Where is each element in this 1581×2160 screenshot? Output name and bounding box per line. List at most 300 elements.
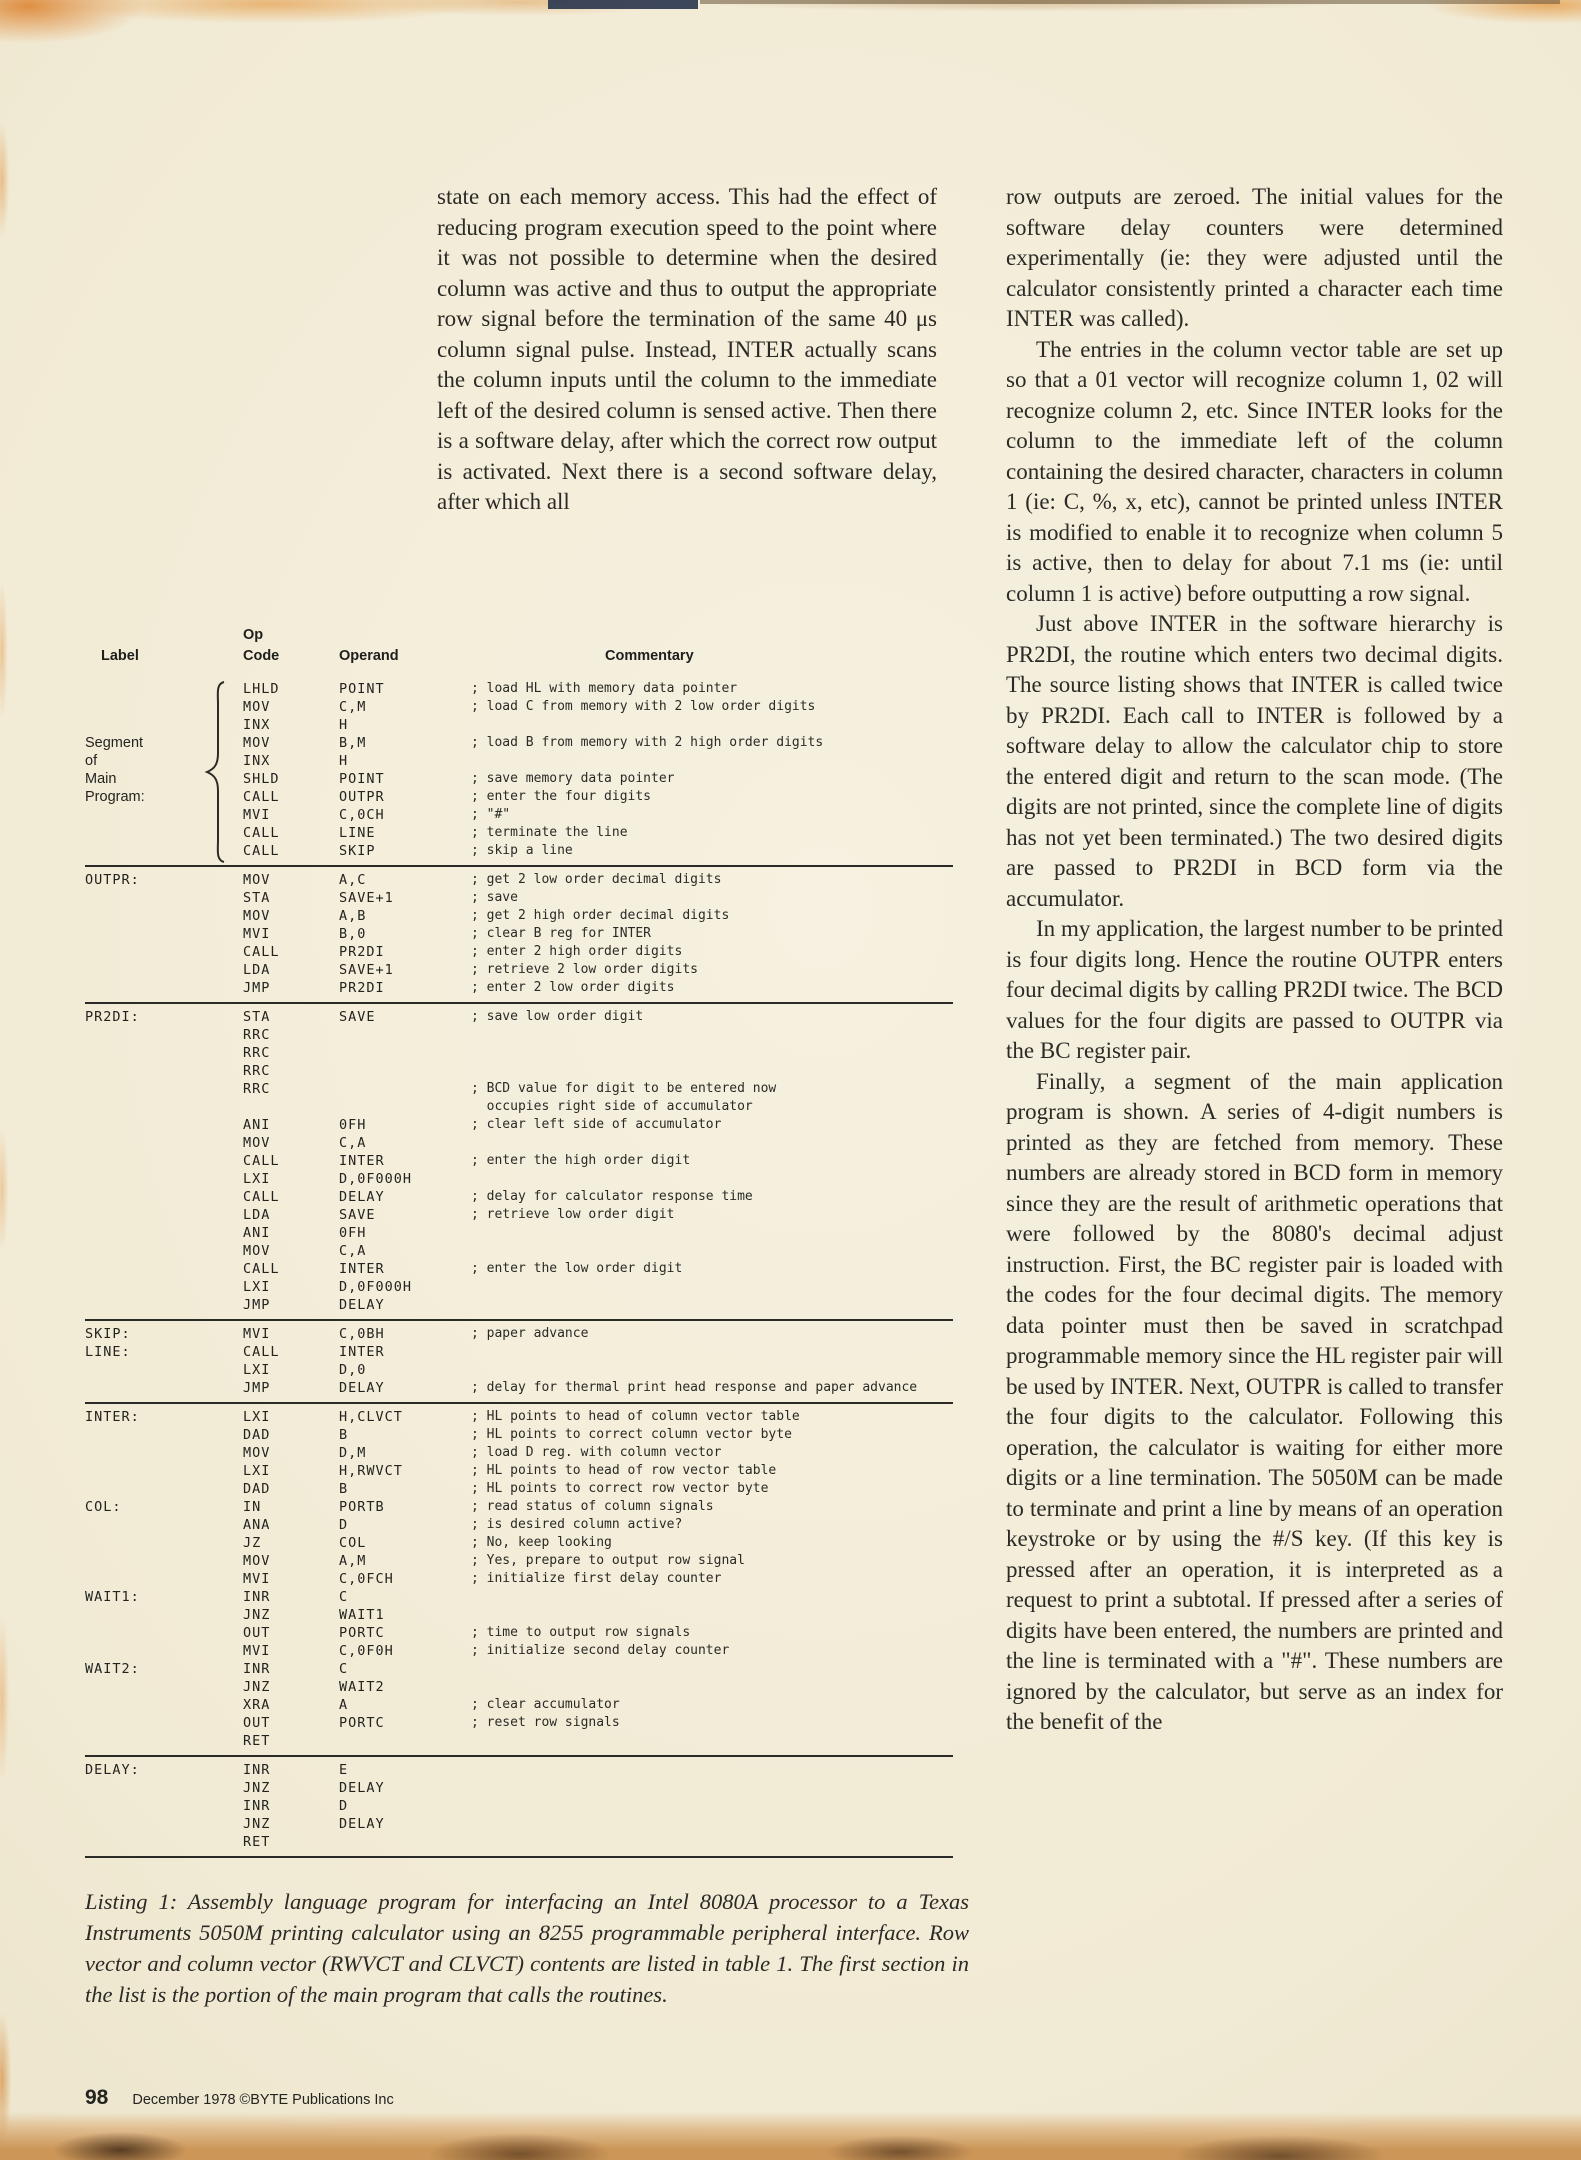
body-paragraph: Just above INTER in the software hierarchy is PR2DI, the routine which enters two decimal digits. The source listing shows that INTER is called twice by PR2DI. Each call to INTER is followed by a software delay to allow the calculator chip to store the entered digit and return to the scan mode. (The digits are not printed, since the complete line of digits has not yet been terminated.) The two desired digits are passed to PR2DI in BCD form via the accumulator. xyxy=(1006,611,1503,911)
listing-cell-comment xyxy=(471,1779,953,1797)
listing-cell-operand: PORTB xyxy=(339,1499,385,1515)
listing-cell-comment: ; initialize second delay counter xyxy=(471,1643,730,1658)
listing-cell-comment xyxy=(471,1833,953,1851)
listing-cell-op: RET xyxy=(243,1733,271,1749)
body-paragraph: row outputs are zeroed. The initial values for the software delay counters were determined experimentally (ie: they were adjusted until the calculator consistently printed a character each time INTER was called). xyxy=(1006,184,1503,331)
listing-cell-operand: POINT xyxy=(339,681,385,697)
listing-cell-comment xyxy=(471,1732,953,1750)
listing-cell-op: JMP xyxy=(243,1297,271,1313)
listing-row xyxy=(85,1008,953,1026)
listing-cell-comment xyxy=(471,1062,953,1080)
listing-cell-comment xyxy=(471,1026,953,1044)
listing-row xyxy=(85,1343,953,1361)
listing-row xyxy=(85,1116,953,1134)
listing-cell-comment xyxy=(471,716,953,734)
listing-row xyxy=(85,1152,953,1170)
listing-cell-label xyxy=(85,1797,243,1815)
listing-cell-label xyxy=(85,1833,243,1851)
listing-cell-operand: PORTC xyxy=(339,1625,385,1641)
segment-side-label xyxy=(85,734,145,806)
listing-row xyxy=(85,1624,953,1642)
listing-cell-op: INX xyxy=(243,717,271,733)
listing-cell-label xyxy=(85,961,243,979)
listing-cell-op: LXI xyxy=(243,1463,271,1479)
listing-cell-comment: ; delay for thermal print head response and paper advance xyxy=(471,1380,918,1395)
listing-cell-label: PR2DI: xyxy=(85,1009,140,1025)
listing-cell-op: JNZ xyxy=(243,1607,271,1623)
listing-cell-operand: C xyxy=(339,1589,349,1605)
listing-cell-operand: C,0FCH xyxy=(339,1571,394,1587)
listing-cell-op: STA xyxy=(243,890,271,906)
listing-cell-label xyxy=(85,889,243,907)
listing-cell-label xyxy=(85,1170,243,1188)
listing-cell-comment xyxy=(471,1361,953,1379)
listing-cell-comment: ; HL points to head of row vector table xyxy=(471,1463,777,1478)
listing-row xyxy=(85,1170,953,1188)
listing-cell-label xyxy=(85,943,243,961)
body-paragraph: The entries in the column vector table are set up so that a 01 vector will recognize column 1, 02 will recognize column 2, etc. Since INTER looks for the column to the immediate left of the column containing the desired character, characters in column 1 (ie: C, %, x, etc), cannot be printed unless INTER is modified to enable it to recognize when column 5 is active, then to delay for about 7.1 ms (ie: until column 1 is active) before outputting a row signal. xyxy=(1006,336,1503,606)
listing-cell-op: INR xyxy=(243,1661,271,1677)
listing-cell-comment: ; initialize first delay counter xyxy=(471,1571,722,1586)
listing-cell-op: OUT xyxy=(243,1625,271,1641)
listing-cell-label xyxy=(85,1026,243,1044)
body-paragraph: state on each memory access. This had the effect of reducing program execution speed to the point where it was not possible to determine when the desired column was active and thus to output the appropriate row signal before the termination of the same 40 μs column signal pulse. Instead, INTER actually scans the column inputs until the column to the immediate left of the desired column is sensed active. Then there is a software delay, after which the correct row output is activated. Next there is a second software delay, after which all xyxy=(437,184,937,514)
listing-cell-label xyxy=(85,1815,243,1833)
page-edge-bottom-stain xyxy=(0,2112,1581,2160)
listing-cell-operand xyxy=(339,1732,471,1750)
listing-cell-label xyxy=(85,1444,243,1462)
listing-cell-operand: H xyxy=(339,717,349,733)
listing-cell-label xyxy=(85,1480,243,1498)
listing-cell-operand: PR2DI xyxy=(339,980,385,996)
listing-cell-op: CALL xyxy=(243,1261,280,1277)
listing-row xyxy=(85,1552,953,1570)
listing-row xyxy=(85,1779,953,1797)
listing-cell-comment xyxy=(471,1343,953,1361)
listing-cell-label xyxy=(85,1296,243,1314)
listing-cell-label xyxy=(85,1080,243,1098)
listing-cell-comment: ; BCD value for digit to be entered now xyxy=(471,1081,777,1096)
listing-header-code: Code xyxy=(243,648,280,664)
listing-cell-comment xyxy=(471,1797,953,1815)
listing-row xyxy=(85,1462,953,1480)
listing-cell-operand: LINE xyxy=(339,825,376,841)
listing-caption: Listing 1: Assembly language program for interfacing an Intel 8080A processor to a Texas Instruments 5050M printing calculator using an 8255 programmable peripheral interface. Row vector and column vector (RWVCT and CLVCT) contents are listed in table 1. The first section in the list is the portion of the main program that calls the routines. xyxy=(85,1889,969,2007)
listing-cell-operand: C,0F0H xyxy=(339,1643,394,1659)
listing-row xyxy=(85,1426,953,1444)
listing-cell-op: MOV xyxy=(243,908,271,924)
listing-cell-comment: ; load HL with memory data pointer xyxy=(471,681,738,696)
segment-side-label-line: Main xyxy=(85,771,117,787)
listing-cell-comment: ; HL points to correct row vector byte xyxy=(471,1481,769,1496)
listing-cell-label xyxy=(85,1534,243,1552)
listing-cell-label: INTER: xyxy=(85,1409,140,1425)
body-paragraph: Finally, a segment of the main application program is shown. A series of 4-digit numbers is printed as they are fetched from memory. These numbers are already stored in BCD form in memory since they are the result of arithmetic operations that were followed by the 8080's decimal adjust instruction. First, the BC register pair is loaded with the codes for the four decimal digits. The memory data pointer must then be saved in scratchpad programmable memory since the HL register pair will be used by INTER. Next, OUTPR is called to transfer the four digits to the calculator. Following this operation, the calculator is waiting for either more digits or a line termination. The 5050M can be made to terminate and print a line by means of an operation keystroke or by using the #/S key. (If this key is pressed after an operation, it is interpreted as a request to print a subtotal. If pressed after a series of digits have been entered, the numbers are printed and the line is terminated with a "#". These numbers are ignored by the calculator, but serve as an index for the benefit of the xyxy=(1006,1068,1503,1734)
listing-cell-label xyxy=(85,1714,243,1732)
listing-cell-operand: WAIT1 xyxy=(339,1607,385,1623)
listing-row xyxy=(85,1080,953,1098)
listing-cell-comment xyxy=(471,1761,953,1779)
listing-row xyxy=(85,1062,953,1080)
listing-cell-operand: PORTC xyxy=(339,1715,385,1731)
listing-cell-operand: A,M xyxy=(339,1553,367,1569)
listing-cell-operand: C,A xyxy=(339,1243,367,1259)
listing-cell-label xyxy=(85,1642,243,1660)
listing-cell-comment: ; is desired column active? xyxy=(471,1517,683,1532)
listing-cell-comment: ; enter the high order digit xyxy=(471,1153,691,1168)
listing-row xyxy=(85,1642,953,1660)
listing-cell-label xyxy=(85,1516,243,1534)
listing-cell-operand: WAIT2 xyxy=(339,1679,385,1695)
listing-cell-comment: ; enter 2 high order digits xyxy=(471,944,683,959)
listing-cell-operand: C xyxy=(339,1661,349,1677)
listing-cell-comment: ; save xyxy=(471,890,518,905)
listing-cell-op: IN xyxy=(243,1499,262,1515)
listing-cell-op: JNZ xyxy=(243,1780,271,1796)
listing-cell-comment xyxy=(471,1678,953,1696)
listing-cell-operand: OUTPR xyxy=(339,789,385,805)
listing-cell-operand: D xyxy=(339,1798,349,1814)
listing-cell-comment: ; terminate the line xyxy=(471,825,628,840)
listing-cell-op: INR xyxy=(243,1762,271,1778)
listing-row xyxy=(85,1516,953,1534)
listing-cell-op: OUT xyxy=(243,1715,271,1731)
listing-row xyxy=(85,1278,953,1296)
listing-cell-label xyxy=(85,1696,243,1714)
listing-cell-label xyxy=(85,925,243,943)
listing-row xyxy=(85,961,953,979)
listing-cell-comment: ; enter the low order digit xyxy=(471,1261,683,1276)
listing-cell-label: COL: xyxy=(85,1499,122,1515)
listing-row xyxy=(85,1224,953,1242)
listing-row xyxy=(85,1660,953,1678)
listing-cell-label xyxy=(85,1678,243,1696)
listing-cell-label: LINE: xyxy=(85,1344,131,1360)
listing-cell-op: CALL xyxy=(243,1189,280,1205)
listing-cell-label xyxy=(85,1224,243,1242)
listing-cell-comment: ; retrieve 2 low order digits xyxy=(471,962,698,977)
listing-cell-label xyxy=(85,1278,243,1296)
listing-cell-op: LDA xyxy=(243,1207,271,1223)
listing-cell-comment: ; clear left side of accumulator xyxy=(471,1117,722,1132)
listing-cell-operand: SAVE+1 xyxy=(339,890,394,906)
listing-cell-op: JNZ xyxy=(243,1679,271,1695)
listing-cell-op: ANA xyxy=(243,1517,271,1533)
listing-row xyxy=(85,1534,953,1552)
listing-cell-comment: ; clear accumulator xyxy=(471,1697,620,1712)
listing-row xyxy=(85,907,953,925)
listing-cell-label xyxy=(85,1044,243,1062)
listing-cell-op: LXI xyxy=(243,1362,271,1378)
right-text-column xyxy=(1006,182,1503,1738)
listing-cell-operand: 0FH xyxy=(339,1225,367,1241)
listing-row xyxy=(85,925,953,943)
listing-cell-comment xyxy=(471,1588,953,1606)
listing-cell-label xyxy=(85,1552,243,1570)
listing-cell-op: DAD xyxy=(243,1427,271,1443)
listing-cell-label xyxy=(85,1062,243,1080)
footer-text: December 1978 ©BYTE Publications Inc xyxy=(132,2092,394,2108)
listing-cell-operand xyxy=(339,1044,471,1062)
listing-cell-comment: ; delay for calculator response time xyxy=(471,1189,753,1204)
listing-section xyxy=(85,1002,953,1319)
listing-row xyxy=(85,1044,953,1062)
listing-cell-op: JMP xyxy=(243,980,271,996)
listing-row xyxy=(85,1797,953,1815)
listing-cell-comment: ; load D reg. with column vector xyxy=(471,1445,722,1460)
listing-cell-op: MOV xyxy=(243,1135,271,1151)
listing-cell-op: RRC xyxy=(243,1063,271,1079)
listing-cell-operand: SAVE+1 xyxy=(339,962,394,978)
listing-cell-label: WAIT2: xyxy=(85,1661,140,1677)
listing-cell-comment: ; clear B reg for INTER xyxy=(471,926,652,941)
listing-cell-op: CALL xyxy=(243,1344,280,1360)
listing-cell-comment xyxy=(471,752,953,770)
listing-cell-op: CALL xyxy=(243,843,280,859)
listing-cell-comment xyxy=(471,1170,953,1188)
page-edge-left-stain xyxy=(0,0,20,2160)
listing-cell-operand: C,0BH xyxy=(339,1326,385,1342)
listing-cell-label xyxy=(85,1260,243,1278)
listing-cell-operand: INTER xyxy=(339,1261,385,1277)
listing-cell-op: ANI xyxy=(243,1225,271,1241)
listing-cell-op: MOV xyxy=(243,1445,271,1461)
listing-cell-operand xyxy=(339,1062,471,1080)
listing-cell-comment: ; get 2 high order decimal digits xyxy=(471,908,730,923)
listing-cell-op: DAD xyxy=(243,1481,271,1497)
listing-cell-operand: B xyxy=(339,1481,349,1497)
listing-cell-comment: ; HL points to head of column vector table xyxy=(471,1409,800,1424)
listing-cell-operand: B,M xyxy=(339,735,367,751)
listing-cell-op: CALL xyxy=(243,825,280,841)
listing-cell-operand: SAVE xyxy=(339,1009,376,1025)
listing-cell-operand: DELAY xyxy=(339,1816,385,1832)
listing-row xyxy=(85,1732,953,1750)
listing-cell-operand: D,M xyxy=(339,1445,367,1461)
listing-row xyxy=(85,1480,953,1498)
listing-row xyxy=(85,1026,953,1044)
listing-cell-op: LDA xyxy=(243,962,271,978)
listing-cell-label xyxy=(85,1624,243,1642)
listing-section xyxy=(85,1402,953,1755)
listing-cell-op: MVI xyxy=(243,1326,271,1342)
listing-cell-label xyxy=(85,1361,243,1379)
listing-cell-op: CALL xyxy=(243,789,280,805)
listing-cell-op: CALL xyxy=(243,944,280,960)
listing-cell-operand: 0FH xyxy=(339,1117,367,1133)
page-footer xyxy=(85,2086,394,2110)
listing-cell-op: MOV xyxy=(243,699,271,715)
listing-row xyxy=(85,1696,953,1714)
listing-cell-comment: ; paper advance xyxy=(471,1326,589,1341)
listing-cell-op: STA xyxy=(243,1009,271,1025)
listing-cell-comment: occupies right side of accumulator xyxy=(471,1099,753,1114)
listing-cell-comment xyxy=(471,1278,953,1296)
listing-cell-label xyxy=(85,1098,243,1116)
listing-row xyxy=(85,1325,953,1343)
listing-cell-op: MOV xyxy=(243,735,271,751)
listing-cell-label xyxy=(85,1779,243,1797)
listing-cell-op: LXI xyxy=(243,1279,271,1295)
listing-cell-op: RET xyxy=(243,1834,271,1850)
listing-cell-op: LXI xyxy=(243,1409,271,1425)
listing-cell-operand: PR2DI xyxy=(339,944,385,960)
listing-row xyxy=(85,1242,953,1260)
listing-section xyxy=(85,865,953,1002)
listing-cell-label xyxy=(85,1134,243,1152)
listing-cell-op: JZ xyxy=(243,1535,262,1551)
listing-header-operand: Operand xyxy=(339,648,399,664)
listing-cell-comment: ; skip a line xyxy=(471,843,573,858)
listing-cell-op: MVI xyxy=(243,807,271,823)
listing-row xyxy=(85,1408,953,1426)
listing-cell-op: RRC xyxy=(243,1045,271,1061)
listing-cell-comment: ; time to output row signals xyxy=(471,1625,691,1640)
listing-cell-op: INR xyxy=(243,1798,271,1814)
listing-row xyxy=(85,1379,953,1397)
listing-cell-comment xyxy=(471,1660,953,1678)
listing-cell-operand xyxy=(339,1026,471,1044)
page-number: 98 xyxy=(85,2086,109,2109)
listing-cell-comment: ; load C from memory with 2 low order digits xyxy=(471,699,816,714)
listing-cell-label: OUTPR: xyxy=(85,872,140,888)
listing-cell-operand: A xyxy=(339,1697,349,1713)
listing-cell-operand: B,0 xyxy=(339,926,367,942)
listing-cell-op: MVI xyxy=(243,926,271,942)
listing-cell-operand: C,M xyxy=(339,699,367,715)
listing-cell-op: ANI xyxy=(243,1117,271,1133)
listing-cell-comment: ; No, keep looking xyxy=(471,1535,612,1550)
listing-header xyxy=(85,626,953,676)
listing-cell-label xyxy=(85,1242,243,1260)
listing-cell-comment: ; HL points to correct column vector byte xyxy=(471,1427,792,1442)
listing-cell-op: MVI xyxy=(243,1571,271,1587)
listing-cell-operand xyxy=(339,1080,471,1098)
listing-cell-comment xyxy=(471,1606,953,1624)
listing-row xyxy=(85,1444,953,1462)
listing-row xyxy=(85,1606,953,1624)
listing-row xyxy=(85,1761,953,1779)
listing-row xyxy=(85,871,953,889)
listing-cell-comment: ; retrieve low order digit xyxy=(471,1207,675,1222)
listing-cell-label xyxy=(85,1732,243,1750)
listing-cell-operand: H,CLVCT xyxy=(339,1409,403,1425)
listing-cell-comment: ; reset row signals xyxy=(471,1715,620,1730)
listing-cell-comment: ; save low order digit xyxy=(471,1009,644,1024)
listing-header-op: Op xyxy=(243,627,264,643)
listing-cell-operand xyxy=(339,1098,471,1116)
listing-row xyxy=(85,1206,953,1224)
listing-cell-operand: B xyxy=(339,1427,349,1443)
listing-cell-op: MOV xyxy=(243,872,271,888)
segment-side-label-line: of xyxy=(85,753,98,769)
curly-brace-icon xyxy=(203,680,227,868)
listing-cell-operand: H xyxy=(339,753,349,769)
listing-cell-op xyxy=(243,1098,339,1116)
listing-cell-operand: POINT xyxy=(339,771,385,787)
listing-row xyxy=(85,1588,953,1606)
listing-header-commentary: Commentary xyxy=(605,648,694,664)
listing-cell-op: RRC xyxy=(243,1027,271,1043)
page-edge-top-line xyxy=(700,0,1560,4)
listing-header-label: Label xyxy=(101,648,139,664)
listing-row xyxy=(85,1188,953,1206)
listing-cell-label xyxy=(85,1606,243,1624)
listing-cell-op: INX xyxy=(243,753,271,769)
listing-row xyxy=(85,979,953,997)
listing-row xyxy=(85,1260,953,1278)
listing-row xyxy=(85,1570,953,1588)
listing-row xyxy=(85,1678,953,1696)
listing-cell-comment: ; load B from memory with 2 high order digits xyxy=(471,735,824,750)
listing-cell-label xyxy=(85,1379,243,1397)
listing-cell-op: MVI xyxy=(243,1643,271,1659)
page-edge-top-stain xyxy=(0,0,1581,70)
listing-row xyxy=(85,1361,953,1379)
segment-side-label-line: Program: xyxy=(85,789,145,805)
listing-cell-op: LXI xyxy=(243,1171,271,1187)
listing-cell-operand: DELAY xyxy=(339,1189,385,1205)
listing-cell-comment: ; read status of column signals xyxy=(471,1499,714,1514)
listing-cell-op: MOV xyxy=(243,1243,271,1259)
listing-cell-operand xyxy=(339,1833,471,1851)
listing-cell-label xyxy=(85,1462,243,1480)
listing-cell-operand: D,0F000H xyxy=(339,1171,413,1187)
listing-row xyxy=(85,1714,953,1732)
listing-cell-operand: C,A xyxy=(339,1135,367,1151)
listing-cell-label xyxy=(85,1116,243,1134)
listing-cell-operand: D xyxy=(339,1517,349,1533)
listing-section xyxy=(85,1319,953,1402)
listing-cell-comment: ; Yes, prepare to output row signal xyxy=(471,1553,745,1568)
listing-row xyxy=(85,1833,953,1851)
listing-cell-comment xyxy=(471,1296,953,1314)
listing-cell-comment: ; "#" xyxy=(471,807,511,822)
listing-cell-operand: DELAY xyxy=(339,1380,385,1396)
segment-side-label-line: Segment xyxy=(85,735,144,751)
listing-cell-label: WAIT1: xyxy=(85,1589,140,1605)
listing-cell-operand: H,RWVCT xyxy=(339,1463,403,1479)
listing-cell-label xyxy=(85,1206,243,1224)
listing-cell-op: LHLD xyxy=(243,681,280,697)
listing-cell-operand: E xyxy=(339,1762,349,1778)
listing-cell-operand: A,C xyxy=(339,872,367,888)
listing-cell-operand: D,0 xyxy=(339,1362,367,1378)
listing-row xyxy=(85,1134,953,1152)
listing-row xyxy=(85,1815,953,1833)
listing-cell-label xyxy=(85,1570,243,1588)
listing-cell-comment xyxy=(471,1134,953,1152)
listing-cell-comment xyxy=(471,1815,953,1833)
listing-cell-label xyxy=(85,1426,243,1444)
listing-cell-operand: C,0CH xyxy=(339,807,385,823)
listing-cell-comment: ; get 2 low order decimal digits xyxy=(471,872,722,887)
listing-cell-op: MOV xyxy=(243,1553,271,1569)
listing-cell-label xyxy=(85,979,243,997)
listing-cell-operand: A,B xyxy=(339,908,367,924)
listing-cell-comment: ; enter 2 low order digits xyxy=(471,980,675,995)
listing-cell-label: SKIP: xyxy=(85,1326,131,1342)
listing-cell-operand: INTER xyxy=(339,1344,385,1360)
listing-cell-op: JMP xyxy=(243,1380,271,1396)
listing-row xyxy=(85,889,953,907)
assembly-listing xyxy=(85,626,953,1858)
listing-cell-comment xyxy=(471,1224,953,1242)
listing-cell-operand: DELAY xyxy=(339,1780,385,1796)
listing-cell-label xyxy=(85,907,243,925)
listing-row xyxy=(85,1498,953,1516)
listing-cell-op: JNZ xyxy=(243,1816,271,1832)
